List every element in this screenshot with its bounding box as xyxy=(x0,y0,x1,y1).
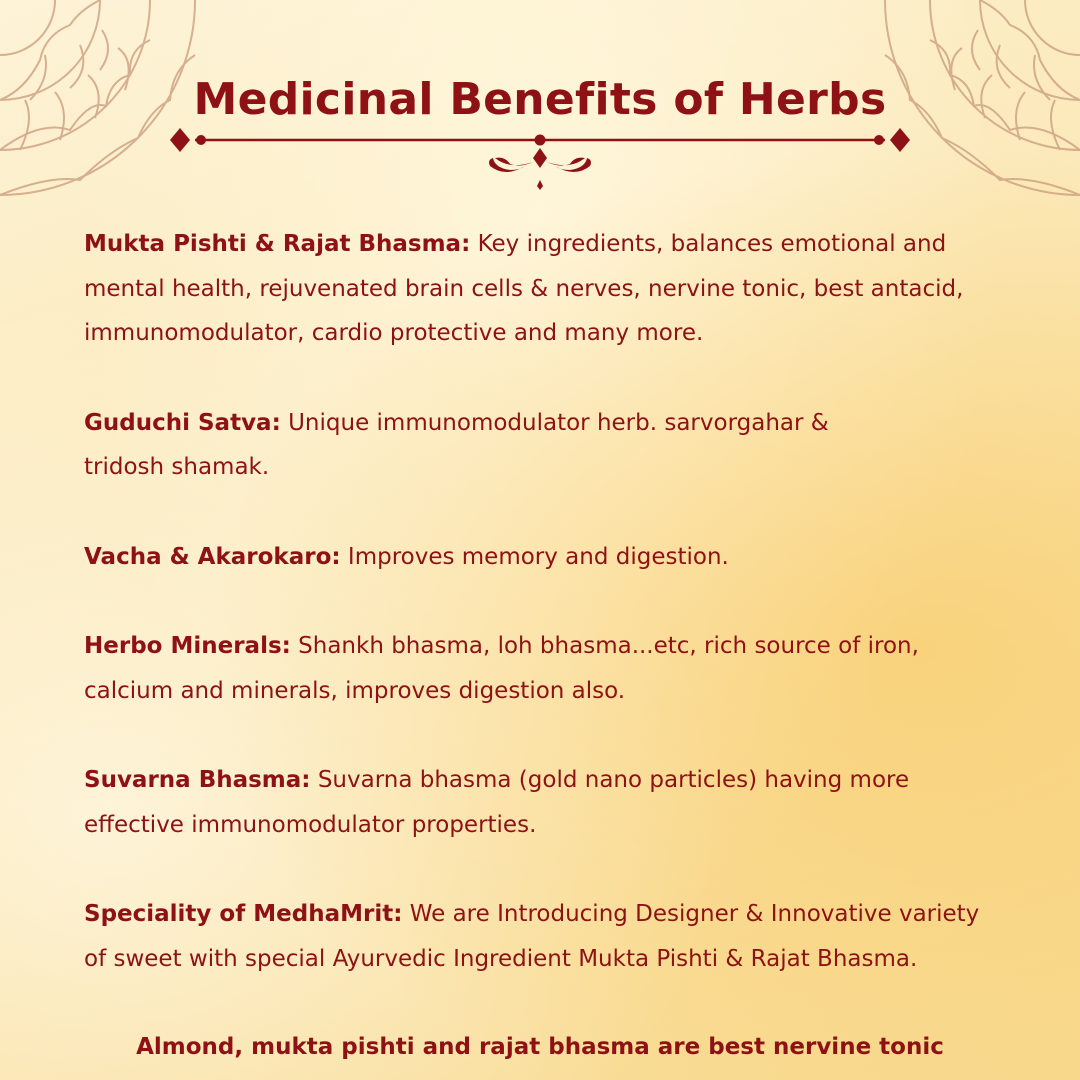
benefit-text: Unique immunomodulator herb. sarvorgahar & tridosh shamak. xyxy=(84,409,829,480)
benefit-label: Speciality of MedhaMrit: xyxy=(84,901,403,927)
page-title: Medicinal Benefits of Herbs xyxy=(193,74,887,125)
benefit-item xyxy=(84,535,1014,580)
benefit-item xyxy=(84,624,1014,713)
benefit-label: Guduchi Satva: xyxy=(84,409,281,436)
benefit-label: Vacha & Akarokaro: xyxy=(84,543,341,570)
benefit-label: Herbo Minerals: xyxy=(84,633,291,659)
ornamental-divider-icon xyxy=(165,120,915,192)
benefit-text: We are Introducing Designer & Innovative variety of sweet with special Ayurvedic Ingredient Mukta Pishti & Rajat Bhasma. xyxy=(84,901,980,972)
benefit-text: Shankh bhasma, loh bhasma...etc, rich source of iron, calcium and minerals, improves digestion also. xyxy=(84,633,919,704)
benefit-text: Improves memory and digestion. xyxy=(347,543,729,570)
benefit-item xyxy=(84,401,894,490)
benefit-item xyxy=(84,758,1014,847)
footer-tagline: Almond, mukta pishti and rajat bhasma are best nervine tonic xyxy=(136,1034,944,1060)
benefit-label: Mukta Pishti & Rajat Bhasma: xyxy=(84,231,471,257)
benefit-item xyxy=(84,222,1014,356)
benefit-text: Key ingredients, balances emotional and mental health, rejuvenated brain cells & nerves, nervine tonic, best antacid, immunomodulator, cardio protective and many more. xyxy=(84,231,964,346)
benefit-text: Suvarna bhasma (gold nano particles) having more effective immunomodulator properties. xyxy=(84,767,910,838)
benefits-list xyxy=(84,222,1014,981)
benefit-item xyxy=(84,892,984,981)
benefit-label: Suvarna Bhasma: xyxy=(84,767,311,793)
